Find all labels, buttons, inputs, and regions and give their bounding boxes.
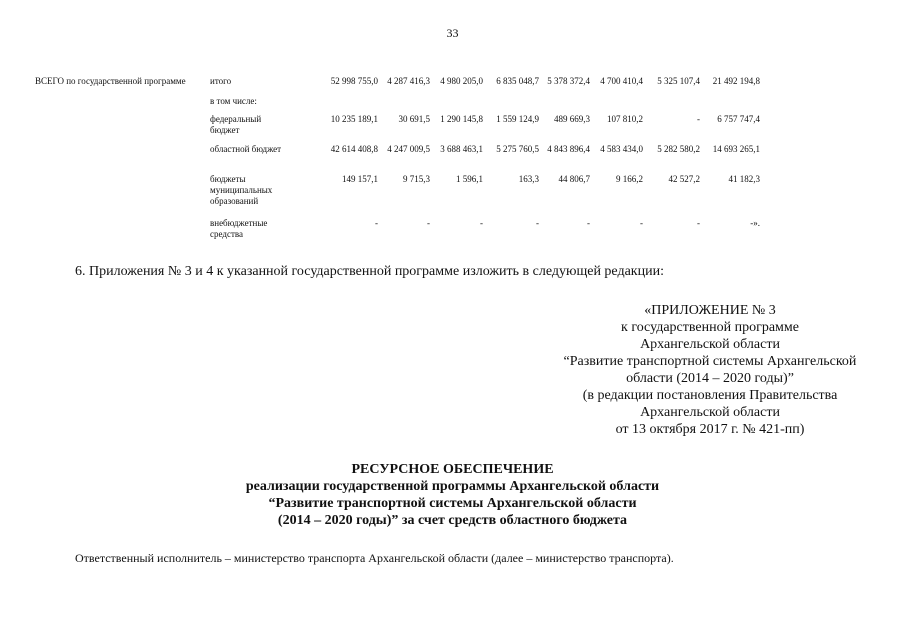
value-cell: - bbox=[427, 218, 430, 228]
value-cell: 4 980 205,0 bbox=[440, 76, 483, 86]
value-cell: 5 275 760,5 bbox=[496, 144, 539, 154]
value-cell: 107 810,2 bbox=[607, 114, 643, 124]
appendix-line: (в редакции постановления Правительства bbox=[582, 388, 838, 403]
value-cell: - bbox=[480, 218, 483, 228]
value-cell: - bbox=[587, 218, 590, 228]
value-cell: -». bbox=[750, 218, 760, 228]
value-cell: 1 596,1 bbox=[456, 174, 483, 184]
value-cell: 1 290 145,8 bbox=[440, 114, 483, 124]
appendix-line: “Развитие транспортной системы Архангельской bbox=[563, 354, 857, 369]
table-row-including bbox=[35, 96, 735, 114]
value-cell: - bbox=[697, 114, 700, 124]
value-cell: 5 282 580,2 bbox=[657, 144, 700, 154]
heading-line: реализации государственной программы Архангельской области bbox=[245, 479, 660, 494]
value-cell: 10 235 189,1 bbox=[330, 114, 378, 124]
heading-line: (2014 – 2020 годы)” за счет средств областного бюджета bbox=[277, 513, 628, 528]
value-cell: 5 378 372,4 bbox=[547, 76, 590, 86]
table-row-extrabudgetary bbox=[35, 218, 760, 248]
source-label: итого bbox=[210, 76, 232, 86]
appendix-line: области (2014 – 2020 годы)” bbox=[626, 371, 794, 386]
appendix-line: «ПРИЛОЖЕНИЕ № 3 bbox=[644, 303, 776, 318]
value-cell: 4 700 410,4 bbox=[600, 76, 643, 86]
appendix-header bbox=[520, 302, 900, 438]
value-cell: - bbox=[375, 218, 378, 228]
appendix-line: к государственной программе bbox=[621, 320, 799, 335]
value-cell: 149 157,1 bbox=[342, 174, 378, 184]
value-cell: 30 691,5 bbox=[398, 114, 430, 124]
value-cell: 489 669,3 bbox=[554, 114, 590, 124]
table-row-municipal bbox=[35, 174, 760, 218]
source-label: федеральный бюджет bbox=[210, 114, 262, 135]
value-cell: 5 325 107,4 bbox=[657, 76, 700, 86]
source-label: областной бюджет bbox=[210, 144, 282, 154]
value-cell: 52 998 755,0 bbox=[330, 76, 378, 86]
value-cell: 1 559 124,9 bbox=[496, 114, 539, 124]
value-cell: - bbox=[640, 218, 643, 228]
value-cell: 42 527,2 bbox=[668, 174, 700, 184]
value-cell: 163,3 bbox=[518, 174, 539, 184]
appendix-line: Архангельской области bbox=[640, 405, 780, 420]
item-6-paragraph: 6. Приложения № 3 и 4 к указанной государственной программе изложить в следующей редакции: bbox=[75, 264, 664, 279]
value-cell: 3 688 463,1 bbox=[440, 144, 483, 154]
table-row-total bbox=[35, 76, 760, 96]
value-cell: 4 247 009,5 bbox=[387, 144, 430, 154]
budget-table bbox=[35, 76, 760, 248]
value-cell: 41 182,3 bbox=[728, 174, 760, 184]
value-cell: - bbox=[536, 218, 539, 228]
responsible-executor: Ответственный исполнитель – министерство транспорта Архангельской области (далее – министерство транспорта). bbox=[75, 551, 674, 565]
value-cell: 42 614 408,8 bbox=[330, 144, 378, 154]
value-cell: 4 583 434,0 bbox=[600, 144, 643, 154]
value-cell: 4 287 416,3 bbox=[387, 76, 430, 86]
value-cell: 44 806,7 bbox=[558, 174, 590, 184]
section-heading bbox=[0, 461, 905, 529]
page-number: 33 bbox=[446, 26, 459, 40]
value-cell: - bbox=[697, 218, 700, 228]
value-cell: 9 715,3 bbox=[403, 174, 430, 184]
table-row-regional bbox=[35, 144, 760, 174]
appendix-line: Архангельской области bbox=[640, 337, 780, 352]
table-row-federal bbox=[35, 114, 760, 144]
value-cell: 6 757 747,4 bbox=[717, 114, 760, 124]
source-label: в том числе: bbox=[210, 96, 257, 106]
value-cell: 4 843 896,4 bbox=[547, 144, 590, 154]
heading-line: РЕСУРСНОЕ ОБЕСПЕЧЕНИЕ bbox=[351, 462, 554, 477]
value-cell: 21 492 194,8 bbox=[712, 76, 760, 86]
appendix-line: от 13 октября 2017 г. № 421-пп) bbox=[615, 422, 805, 437]
value-cell: 9 166,2 bbox=[616, 174, 643, 184]
program-label: ВСЕГО по государственной программе bbox=[35, 76, 186, 86]
source-label: внебюджетные средства bbox=[210, 218, 268, 239]
value-cell: 6 835 048,7 bbox=[496, 76, 539, 86]
heading-line: “Развитие транспортной системы Архангельской области bbox=[268, 496, 637, 511]
value-cell: 14 693 265,1 bbox=[712, 144, 760, 154]
source-label: бюджеты муниципальных образований bbox=[210, 174, 273, 206]
